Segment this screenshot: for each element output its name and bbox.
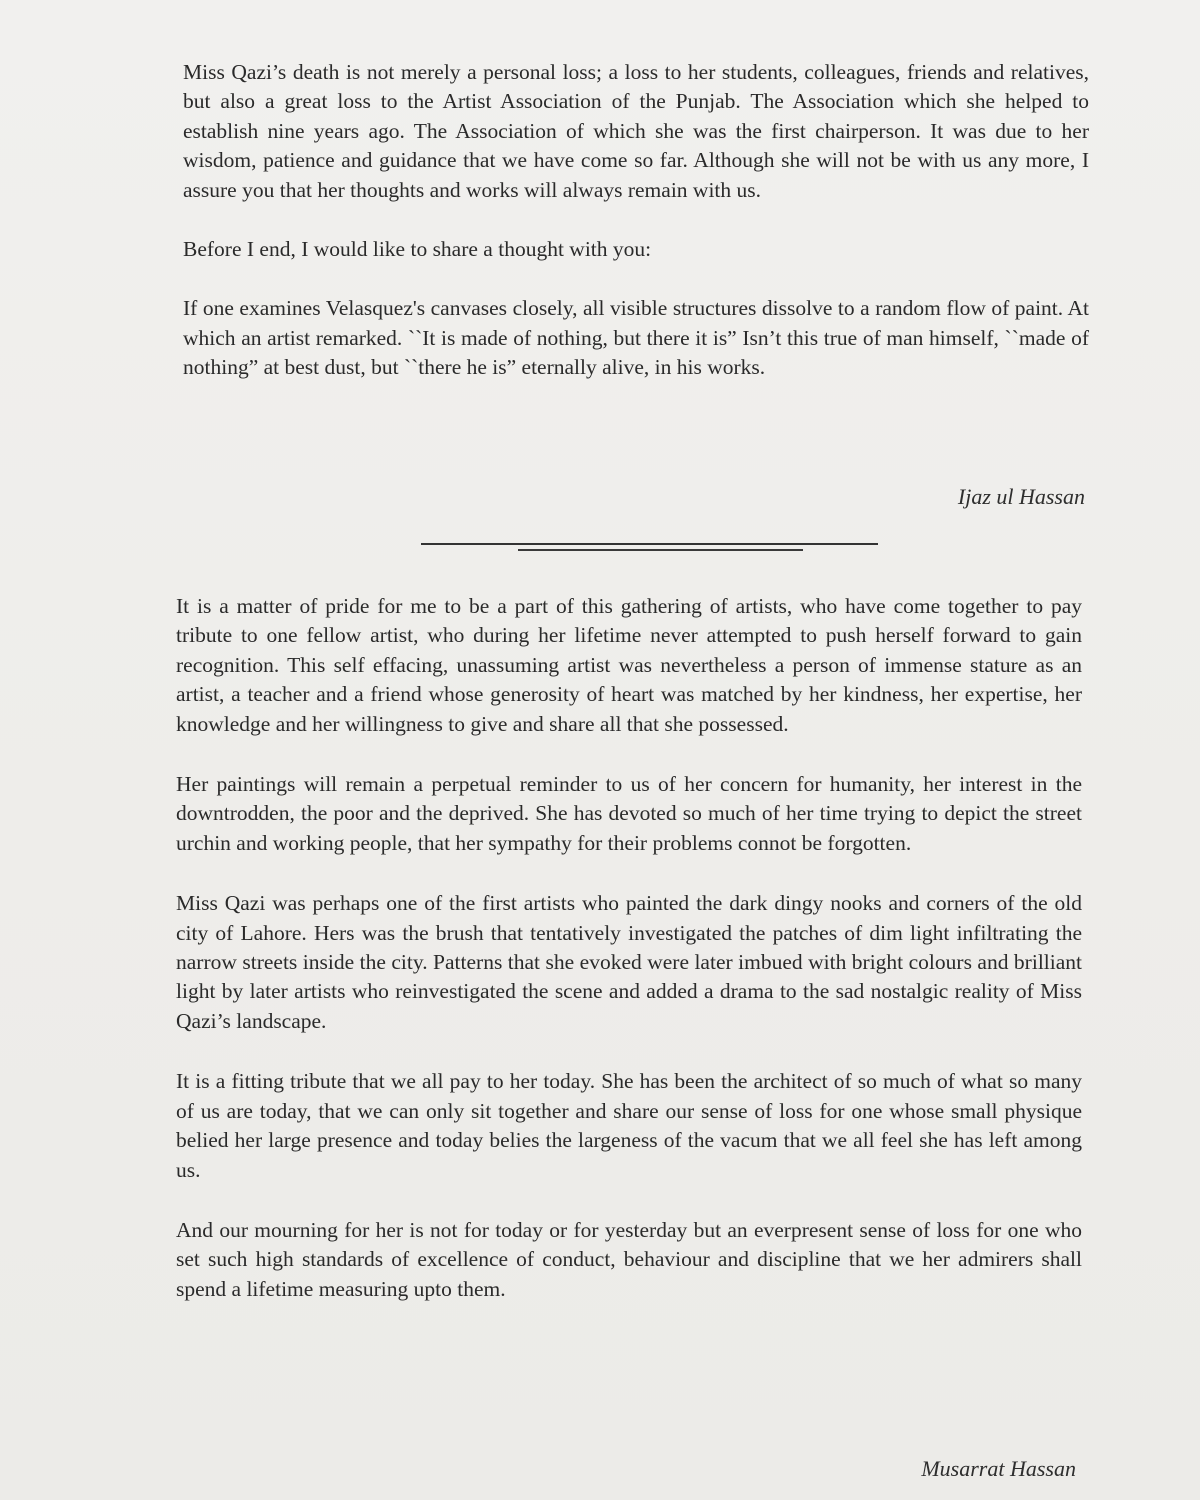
- paragraph: And our mourning for her is not for today or for yesterday but an everpresent sense of loss for one who set such high standards of excellence of conduct, behaviour and discipline that we her admirers shall spend a lifetime measuring upto them.: [176, 1217, 1082, 1301]
- section-divider: [421, 543, 878, 555]
- tribute-section-ijaz: [183, 58, 1089, 383]
- tribute-section-musarrat: [176, 592, 1082, 1304]
- paragraph: Miss Qazi was perhaps one of the first artists who painted the dark dingy nooks and corners of the old city of Lahore. Hers was the brush that tentatively investigated the patches of dim light infiltrating the narrow streets inside the city. Patterns that she evoked were later imbued with bright colours and brilliant light by later artists who reinvestigated the scene and added a drama to the sad nostalgic reality of Miss Qazi’s landscape.: [176, 891, 1082, 1033]
- author-signature: Ijaz ul Hassan: [957, 484, 1085, 509]
- divider-line-short: [518, 549, 803, 551]
- paragraph: Her paintings will remain a perpetual reminder to us of her concern for humanity, her interest in the downtrodden, the poor and the deprived. She has devoted so much of her time trying to depict the street urchin and working people, that her sympathy for their problems connot be forgotten.: [176, 772, 1082, 855]
- paragraph: Miss Qazi’s death is not merely a personal loss; a loss to her students, colleagues, friends and relatives, but also a great loss to the Artist Association of the Punjab. The Association which she helped to establish nine years ago. The Association of which she was the first chairperson. It was due to her wisdom, patience and guidance that we have come so far. Although she will not be with us any more, I assure you that her thoughts and works will always remain with us.: [183, 60, 1089, 202]
- paragraph: If one examines Velasquez's canvases closely, all visible structures dissolve to a random flow of paint. At which an artist remarked. ``It is made of nothing, but there it is” Isn’t this true of man himself, ``made of nothing” at best dust, but ``there he is” eternally alive, in his works.: [183, 296, 1089, 380]
- paragraph: It is a matter of pride for me to be a part of this gathering of artists, who have come together to pay tribute to one fellow artist, who during her lifetime never attempted to push herself forward to gain recognition. This self effacing, unassuming artist was nevertheless a person of immense stature as an artist, a teacher and a friend whose generosity of heart was matched by her kindness, her expertise, her knowledge and her willingness to give and share all that she possessed.: [176, 594, 1082, 736]
- paragraph: Before I end, I would like to share a thought with you:: [183, 237, 652, 262]
- author-signature: Musarrat Hassan: [921, 1456, 1076, 1481]
- divider-line-long: [421, 543, 878, 545]
- paragraph: It is a fitting tribute that we all pay to her today. She has been the architect of so much of what so many of us are today, that we can only sit together and share our sense of loss for one whose small physique belied her large presence and today belies the largeness of the vacum that we all feel she has left among us.: [176, 1069, 1082, 1182]
